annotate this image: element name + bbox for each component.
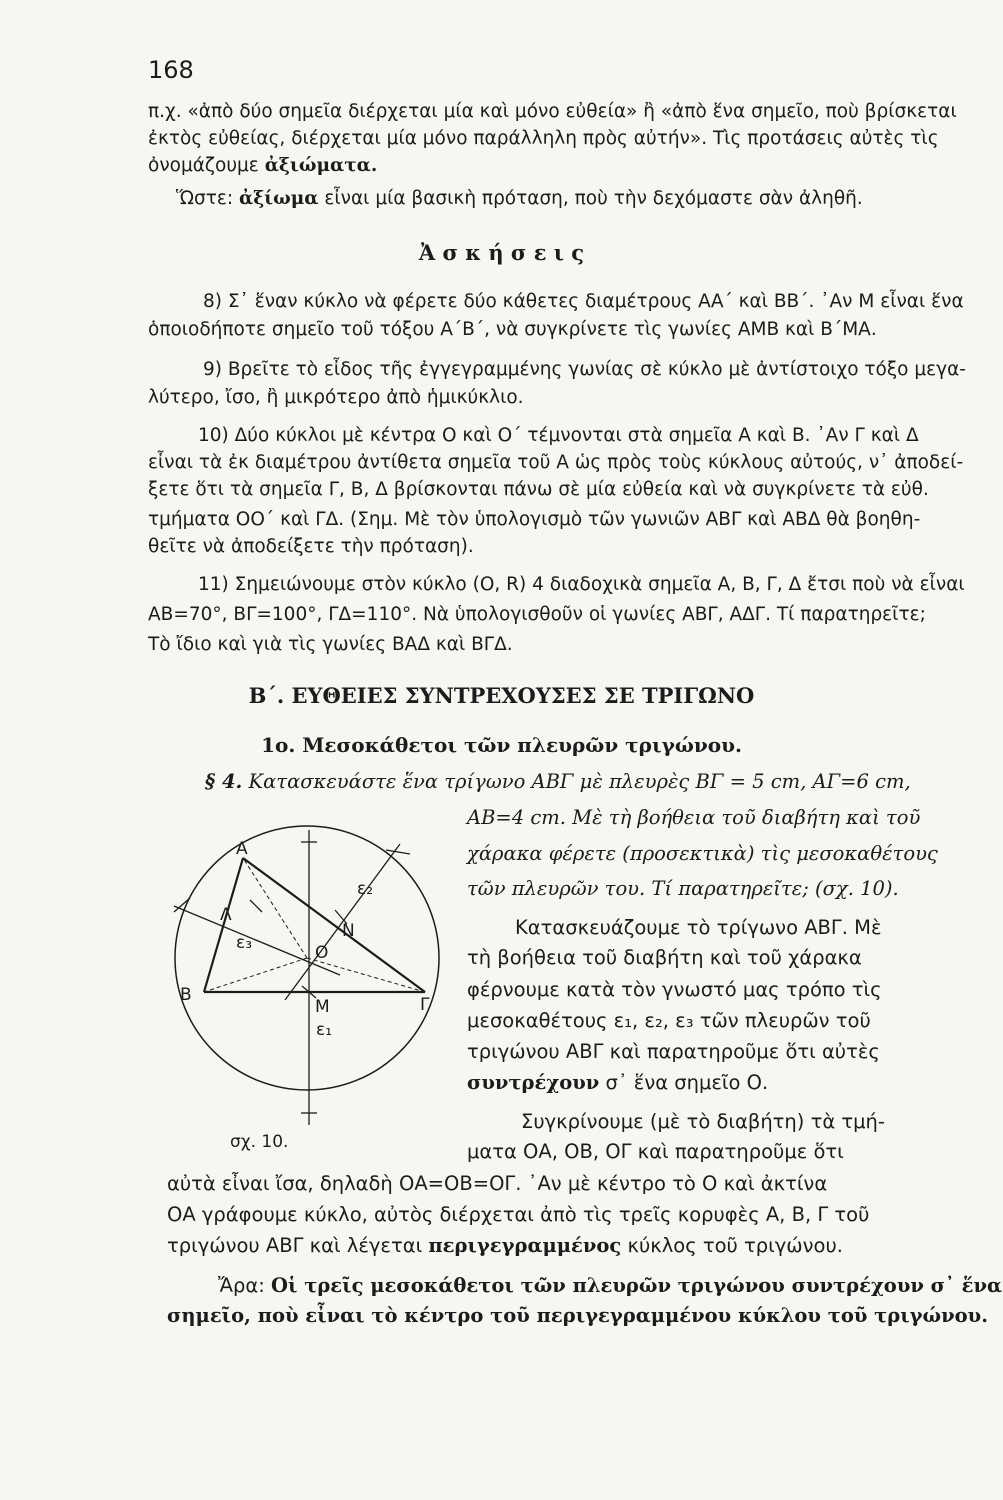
term-circumscribed: περιγεγραμμένος [428, 1234, 622, 1257]
subsection-title: 1ο. Μεσοκάθετοι τῶν πλευρῶν τριγώνου. [261, 733, 742, 757]
radius-og [307, 958, 425, 992]
comparison-line-2: ματα ΟΑ, ΟΒ, ΟΓ καὶ παρατηροῦμε ὅτι [467, 1140, 844, 1163]
label-vertex-g: Γ [420, 995, 430, 1015]
paragraph-4-line-1: § 4. Κατασκευάστε ἕνα τρίγωνο ΑΒΓ μὲ πλευρὲς ΒΓ = 5 cm, ΑΓ=6 cm, [205, 770, 911, 793]
exercise-8-line-2: ὁποιοδήποτε σημεῖο τοῦ τόξου Α΄Β΄, νὰ συγκρίνετε τὶς γωνίες ΑΜΒ καὶ Β΄ΜΑ. [148, 319, 877, 340]
conclusion-line-1: Ἄρα: Οἱ τρεῖς μεσοκάθετοι τῶν πλευρῶν τριγώνου συντρέχουν σ᾽ ἕνα [218, 1274, 1002, 1297]
exercises-heading: Ἀ σ κ ή σ ε ι ς [418, 240, 585, 265]
label-midpoint-m: Μ [315, 997, 330, 1017]
term-concurrent: συντρέχουν [467, 1071, 600, 1094]
exercise-10-line-2: εἶναι τὰ ἐκ διαμέτρου ἀντίθετα σημεῖα τοῦ Α ὡς πρὸς τοὺς κύκλους αὐτούς, ν᾽ ἀποδεί- [148, 452, 964, 473]
label-center-o: Ο [315, 943, 329, 963]
label-e2: ε₂ [357, 879, 374, 899]
exercise-10-line-4: τμήματα ΟΟ΄ καὶ ΓΔ. (Σημ. Μὲ τὸν ὑπολογισμὸ τῶν γωνιῶν ΑΒΓ καὶ ΑΒΔ θὰ βοηθη- [148, 509, 921, 530]
paragraph-4-line-4: τῶν πλευρῶν του. Τί παρατηρεῖτε; (σχ. 10). [467, 877, 899, 900]
triangle-side-ab [204, 858, 243, 992]
label-e3: ε₃ [236, 933, 253, 953]
comparison-line-3: αὐτὰ εἶναι ἴσα, δηλαδὴ ΟΑ=ΟΒ=ΟΓ. ᾽Αν μὲ κέντρο τὸ Ο καὶ ἀκτίνα [167, 1172, 828, 1195]
comparison-line-4: ΟΑ γράφουμε κύκλο, αὐτὸς διέρχεται ἀπὸ τὶς τρεῖς κορυφὲς Α, Β, Γ τοῦ [167, 1203, 870, 1226]
construction-line-1: Κατασκευάζουμε τὸ τρίγωνο ΑΒΓ. Μὲ [515, 916, 882, 939]
paragraph-4-line-3: χάρακα φέρετε (προσεκτικὰ) τὶς μεσοκαθέτους [467, 842, 938, 865]
intro-line-3: ὀνομάζουμε ἀξιώματα. [148, 155, 378, 176]
radius-oa [243, 858, 307, 958]
exercise-9-line-2: λύτερο, ἴσο, ἢ μικρότερο ἀπὸ ἡμικύκλιο. [148, 387, 524, 408]
page-number: 168 [148, 56, 194, 84]
exercise-10-line-5: θεῖτε νὰ ἀποδείξετε τὴν πρόταση). [148, 536, 474, 557]
paragraph-4-label: § 4. [205, 770, 243, 793]
exercise-8-line-1: 8) Σ᾽ ἕναν κύκλο νὰ φέρετε δύο κάθετες διαμέτρους ΑΑ΄ καὶ ΒΒ΄. ᾽Αν Μ εἶναι ἕνα [203, 291, 964, 312]
conclusion-line-2: σημεῖο, ποὺ εἶναι τὸ κέντρο τοῦ περιγεγραμμένου κύκλου τοῦ τριγώνου. [167, 1304, 988, 1327]
section-title: Β΄. ΕΥΘΕΙΕΣ ΣΥΝΤΡΕΧΟΥΣΕΣ ΣΕ ΤΡΙΓΩΝΟ [248, 683, 755, 708]
intro-line-2: ἐκτὸς εὐθείας, διέρχεται μία μόνο παράλληλη πρὸς αὐτήν». Τὶς προτάσεις αὐτὲς τὶς [148, 128, 939, 149]
construction-line-2: τὴ βοήθεια τοῦ διαβήτη καὶ τοῦ χάρακα [467, 946, 862, 969]
label-e1: ε₁ [316, 1020, 333, 1040]
bisector-e3 [174, 906, 340, 975]
comparison-line-1: Συγκρίνουμε (μὲ τὸ διαβήτη) τὰ τμή- [521, 1110, 885, 1133]
figure-10 [160, 820, 450, 1160]
axiom-definition: Ὥστε: ἀξίωμα εἶναι μία βασικὴ πρόταση, ποὺ τὴν δεχόμαστε σὰν ἀληθῆ. [176, 188, 863, 209]
exercise-11-line-1: 11) Σημειώνουμε στὸν κύκλο (Ο, R) 4 διαδοχικὰ σημεῖα Α, Β, Γ, Δ ἔτσι ποὺ νὰ εἶναι [198, 574, 965, 595]
paragraph-4-line-2: ΑΒ=4 cm. Μὲ τὴ βοήθεια τοῦ διαβήτη καὶ τοῦ [467, 806, 921, 829]
exercise-11-line-2: ΑΒ=70°, ΒΓ=100°, ΓΔ=110°. Νὰ ὑπολογισθοῦν οἱ γωνίες ΑΒΓ, ΑΔΓ. Τί παρατηρεῖτε; [148, 604, 926, 625]
label-vertex-a: Α [236, 839, 248, 859]
comparison-line-5: τριγώνου ΑΒΓ καὶ λέγεται περιγεγραμμένος κύκλος τοῦ τριγώνου. [167, 1234, 843, 1257]
label-midpoint-l: Λ [220, 905, 232, 925]
exercise-9-line-1: 9) Βρεῖτε τὸ εἶδος τῆς ἐγγεγραμμένης γωνίας σὲ κύκλο μὲ ἀντίστοιχο τόξο μεγα- [203, 359, 966, 380]
exercise-10-line-1: 10) Δύο κύκλοι μὲ κέντρα Ο καὶ Ο΄ τέμνονται στὰ σημεῖα Α καὶ Β. ᾽Αν Γ καὶ Δ [198, 425, 919, 446]
label-midpoint-n: Ν [342, 921, 355, 941]
construction-line-5: τριγώνου ΑΒΓ καὶ παρατηροῦμε ὅτι αὐτὲς [467, 1040, 880, 1063]
radius-ob [204, 958, 307, 992]
construction-line-3: φέρνουμε κατὰ τὸν γνωστό μας τρόπο τὶς [467, 978, 882, 1001]
intro-line-1: π.χ. «ἀπὸ δύο σημεῖα διέρχεται μία καὶ μόνο εὐθεία» ἢ «ἀπὸ ἕνα σημεῖο, ποὺ βρίσκεται [148, 101, 957, 122]
label-vertex-b: Β [180, 985, 192, 1005]
term-axioms: ἀξιώματα. [264, 155, 378, 176]
term-axiom: ἀξίωμα [238, 188, 319, 209]
figure-caption: σχ. 10. [230, 1132, 289, 1152]
exercise-11-line-3: Τὸ ἴδιο καὶ γιὰ τὶς γωνίες ΒΑΔ καὶ ΒΓΔ. [148, 634, 513, 655]
exercise-10-line-3: ξετε ὅτι τὰ σημεῖα Γ, Β, Δ βρίσκονται πάνω σὲ μία εὐθεία καὶ νὰ συγκρίνετε τὰ εὐθ. [148, 479, 929, 500]
construction-line-6: συντρέχουν σ᾽ ἕνα σημεῖο Ο. [467, 1071, 769, 1094]
construction-line-4: μεσοκαθέτους ε₁, ε₂, ε₃ τῶν πλευρῶν τοῦ [467, 1009, 871, 1032]
